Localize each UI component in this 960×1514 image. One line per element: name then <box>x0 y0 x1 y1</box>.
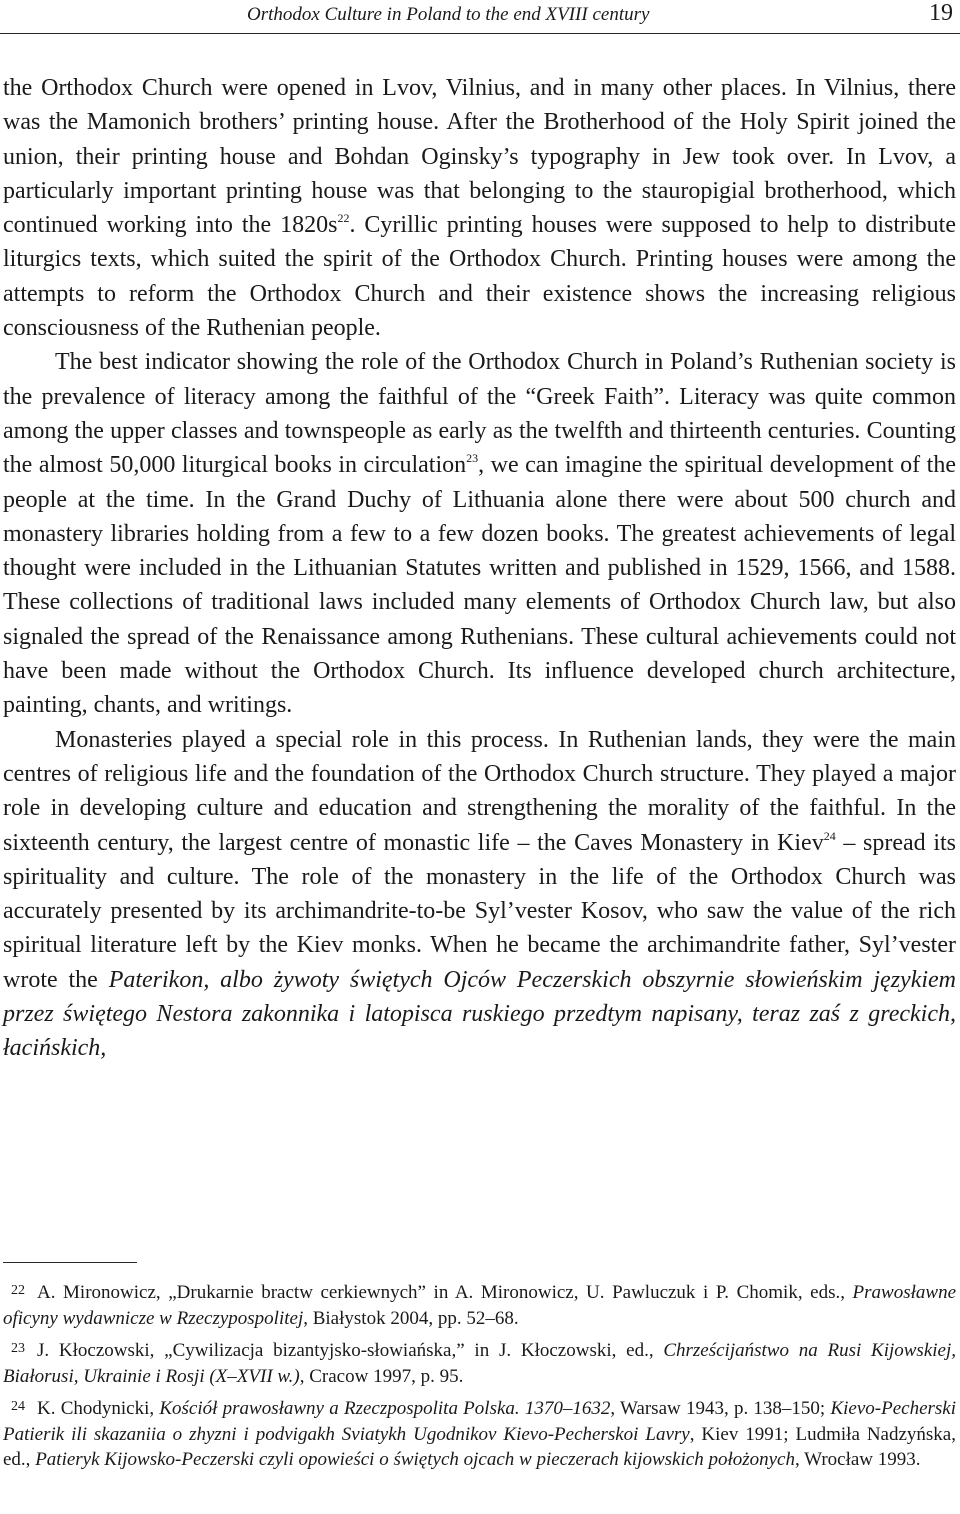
paragraph <box>3 71 956 345</box>
footnote-number: 22 <box>11 1283 25 1298</box>
book-title: Paterikon, albo żywoty świętych Ojców Peczerskich obszyrnie słowieńskim językiem przez świętego Nestora zakonnika i latopisca ruskiego przedtym napisany, teraz zaś z greckich, łacińskich, <box>3 966 957 1062</box>
page-number: 19 <box>929 0 953 26</box>
running-title: Orthodox Culture in Poland to the end XVIII century <box>247 4 650 25</box>
footnote-reference[interactable]: 23 <box>466 451 479 466</box>
paragraph-text: the Orthodox Church were opened in Lvov, Vilnius, and in many other places. In Vilnius, there was the Mamonich brothers’ printing house. After the Brotherhood of the Holy Spirit joined the union, their printing house and Bohdan Oginsky’s typography in Jew took over. In Lvov, a particularly important printing house was that belonging to the stauropigial brotherhood, which continued working into the 1820s <box>3 75 956 239</box>
page-header <box>0 0 960 34</box>
header-rule <box>0 33 960 34</box>
body-text <box>3 71 956 1066</box>
paragraph-text: . Cyrillic printing houses were supposed to help to distribute liturgics texts, which suited the spirit of the Orthodox Church. Printing houses were among the attempts to reform the Orthodox Church and their existence shows the increasing religious consciousness of the Ruthenian people. <box>3 212 956 342</box>
footnote <box>3 1394 956 1474</box>
footnote-text: A. Mironowicz, „Drukarnie bractw cerkiewnych” in A. Mironowicz, U. Pawluczuk i P. Chomik, eds., <box>37 1282 853 1303</box>
footnote-text: , Białystok 2004, pp. 52–68. <box>303 1307 519 1329</box>
footnotes <box>3 1278 956 1477</box>
footnote-title: Patieryk Kijowsko-Peczerski czyli opowieści o świętych ojcach w pieczerach kijowskich położonych <box>35 1449 795 1471</box>
paragraph <box>3 723 956 1066</box>
footnote-title: Chrześcijaństwo na Rusi Kijowskiej, Białorusi, Ukrainie i Rosji (X–XVII w.) <box>3 1339 956 1387</box>
footnote-text: J. Kłoczowski, „Cywilizacja bizantyjsko-słowiańska,” in J. Kłoczowski, ed., <box>37 1339 664 1361</box>
footnote-number: 23 <box>11 1340 25 1356</box>
footnote-text: K. Chodynicki, <box>37 1397 160 1419</box>
paragraph-text: – spread its spirituality and culture. The role of the monastery in the life of the Orthodox Church was accurately presented by its archimandrite-to-be Syl’vester Kosov, who saw the value of the rich spiritual literature left by the Kiev monks. When he became the archimandrite father, Syl’vester wrote the <box>3 829 957 993</box>
footnote-title: Kościół prawosławny a Rzeczpospolita Polska. 1370–1632 <box>159 1397 611 1419</box>
paragraph-text: The best indicator showing the role of the Orthodox Church in Poland’s Ruthenian society is the prevalence of literacy among the faithful of the “Greek Faith”. Literacy was quite common among the upper classes and townspeople as early as the twelfth and thirteenth centuries. Counting the almost 50,000 liturgical books in circulation <box>3 349 956 479</box>
footnote <box>3 1336 956 1390</box>
footnote <box>3 1278 956 1332</box>
footnote-text: , Wrocław 1993. <box>795 1449 921 1471</box>
footnote-reference[interactable]: 22 <box>337 211 350 226</box>
footnote-reference[interactable]: 24 <box>823 828 836 843</box>
footnote-text: , Kiev 1991; Ludmiła Nadzyńska, ed., <box>3 1423 956 1471</box>
footnote-number: 24 <box>11 1398 25 1414</box>
footnote-title: Prawosławne oficyny wydawnicze w Rzeczypospolitej <box>3 1282 956 1329</box>
footnote-rule <box>3 1262 137 1263</box>
footnote-title: Kievo-Pecherski Patierik ili skazaniia o zhyzni i podvigakh Sviatykh Ugodnikov Kievo-Pecherskoi Lavry <box>3 1397 957 1445</box>
footnote-text: , Cracow 1997, p. 95. <box>299 1365 464 1387</box>
footnote-text: , Warsaw 1943, p. 138–150; <box>610 1397 831 1419</box>
paragraph <box>3 345 956 722</box>
paragraph-text: , we can imagine the spiritual development of the people at the time. In the Grand Duchy of Lithuania alone there were about 500 church and monastery libraries holding from a few to a few dozen books. The greatest achievements of legal thought were included in the Lithuanian Statutes written and published in 1529, 1566, and 1588. These collections of traditional laws included many elements of Orthodox Church law, but also signaled the spread of the Renaissance among Ruthenians. These cultural achievements could not have been made without the Orthodox Church. Its influence developed church architecture, painting, chants, and writings. <box>3 452 956 719</box>
paragraph-text: Monasteries played a special role in this process. In Ruthenian lands, they were the main centres of religious life and the foundation of the Orthodox Church structure. They played a major role in developing culture and education and strengthening the morality of the faithful. In the sixteenth century, the largest centre of monastic life – the Caves Monastery in Kiev <box>3 726 956 856</box>
